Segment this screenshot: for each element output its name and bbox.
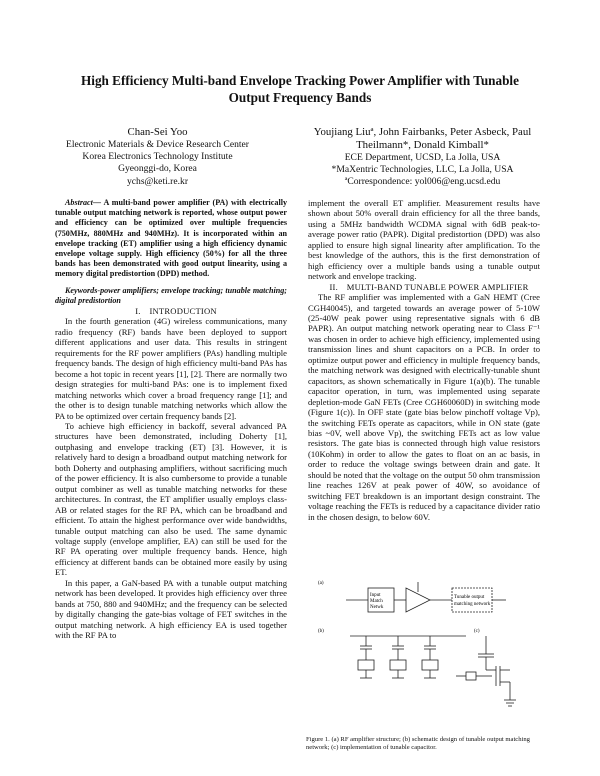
right-column [308, 198, 540, 522]
author-name-left: Chan-Sei Yoo [127, 126, 188, 138]
author-affil-line: Electronic Materials & Device Research Center [66, 139, 249, 150]
left-column [55, 198, 287, 641]
tunable-label-2: matching network [454, 602, 491, 607]
paper-title: High Efficiency Multi-band Envelope Tracking Power Amplifier with Tunable Output Frequency Bands [81, 73, 519, 105]
figure-caption: Figure 1. (a) RF amplifier structure; (b) schematic design of tunable output matching network; (c) implementation of tunable capacitor. [306, 736, 530, 752]
abstract-label: Abstract [65, 198, 93, 207]
author-affil-line: Korea Electronics Technology Institute [82, 151, 233, 163]
author-affil-line: *MaXentric Technologies, LLC, La Jolla, USA [331, 164, 514, 176]
input-match-label-3: Netwk [370, 605, 384, 610]
keywords: Keywords-power amplifiers; envelope tracking; tunable matching; digital predistortion [55, 285, 287, 305]
author-affil-line: Gyeonggi-do, Korea [118, 163, 197, 175]
figure-label-c: (c) [474, 629, 480, 634]
author-names-right: Youjiang Liuª, John Fairbanks, Peter Asbeck, Paul [313, 126, 532, 138]
author-block-left [55, 126, 260, 188]
abstract [55, 198, 287, 280]
input-match-label-2: Match [370, 599, 383, 604]
figure-label-b: (b) [318, 629, 324, 634]
intro-paragraph: In this paper, a GaN-based PA with a tunable output matching network has been developed. It provides high efficiency over three bands at 750, 880 and 940MHz; and the frequency can be selected by digitally changing the gate-bias voltage of FET switches in the output matching network. A high efficiency EA is used together with the RF PA to [55, 577, 287, 641]
author-block-right [300, 126, 545, 189]
figure-1 [306, 574, 542, 724]
input-match-label-1: Input [370, 593, 381, 598]
author-email: ychs@keti.re.kr [126, 175, 189, 187]
section-heading-introduction: I. INTRODUCTION [135, 306, 217, 317]
figure-label-a: (a) [318, 581, 324, 586]
author-names-right-2: Theilmann*, Donald Kimball* [356, 139, 489, 151]
tunable-output-box [452, 588, 492, 612]
intro-paragraph: In the fourth generation (4G) wireless communications, many radio frequency (RF) bands have been deployed to support different applications and user data. This results in stringent requirements for the RF power amplifiers (PAs) handling multiple frequency bands. The design of high efficiency multi-band PAs has become a hot topic in recent years [1], [2]. There are normally two design strategies for multi-band PAs: one is to implement fixed matching networks which cover a broad frequency range [1]; and the other is to design tunable matching networks which allow the PA to be optimized over certain frequency bands [2]. [55, 316, 287, 421]
intro-continuation: implement the overall ET amplifier. Measurement results have shown about 50% overall drain efficiency for all the three bands, using a 5MHz bandwidth WCDMA signal with 6dB peak-to-average power ratio (PAPR). Digital predistortion (DPD) was also applied to ensure high signal linearity after amplification. To the best knowledge of the authors, this is the first demonstration of high efficiency over a multiple bands using a tunable output network and envelope tracking. [308, 198, 540, 282]
section2-paragraph: The RF amplifier was implemented with a GaN HEMT (Cree CGH40045), and targeted towards an average power of 5-10W (25-40W peak power using representative signals with 6 dB PAPR). An output matching network operating near to Class F⁻¹ was chosen in order to achieve high efficiency, implemented using transmission lines and shunt capacitors on a PCB. In order to optimize output power and efficiency in multiple frequency bands, the matching network was designed with electrically-tunable shunt capacitors, as shown schematically in Figure 1(a)(b). The tunable capacitor operation, in turn, was implemented using separate depletion-mode GaN FETs (Cree CGH60060D) in switching mode (Figure 1(c)). In OFF state (gate bias below pinchoff voltage Vp), the switching FETs operate as capacitors, while in ON state (gate bias ~0V, well above Vp), the switching FETs act as low value resistors. The gate bias is connected through high value resistors (10Kohm) in order to allow the gates to float on an ac basis, in order to reduce the voltage swings between drain and gate. It should be noted that the voltage on the output 50 ohm transmission line reaches 126V at peak power of 40W, so avoidance of switching FET breakdown is an important design constraint. The voltage reaching the FETs is reduced by a capacitance divider ratio in the chosen design, to below 60V. [308, 292, 540, 522]
intro-paragraph: To achieve high efficiency in backoff, several advanced PA structures have been demonstrated, including Doherty [1], outphasing and envelope tracking (ET) [3]. However, it is relatively hard to design a broadband output matching network for both Doherty and outphasing amplifiers, without sacrificing much of the power efficiency. It is also cumbersome to provide a tunable output combiner as well as tunable matching networks for these architectures. In contrast, the ET amplifier usually employs class-AB or related stages for the RF PA, which can be broadband and efficient. To attain the highest performance over wide bandwidths, tunable output matching can also be used. The same dynamic voltage supply (envelope amplifier, EA) can still be used for the RF PA operating over multiple frequency bands. Hence, high efficiency at different bands can be obtained more easily by using ET. [55, 421, 287, 578]
section-heading-multiband: II. MULTI-BAND TUNABLE POWER AMPLIFIER [329, 281, 529, 292]
tunable-label-1: Tunable output [454, 595, 485, 600]
author-email: ªCorrespondence: yol006@eng.ucsd.edu [344, 176, 501, 188]
author-affil-line: ECE Department, UCSD, La Jolla, USA [344, 152, 501, 163]
abstract-text: — A multi-band power amplifier (PA) with electrically tunable output matching network is reported, whose output power and efficiency can be optimized over multiple frequencies (750MHz, 880MHz and 940MHz). It is incorporated within an envelope tracking (ET) amplifier using a high efficiency dynamic envelope voltage supply. High efficiency (50%) for all the three bands has been demonstrated with good output linearity, using a memory digital predistortion (DPD) method. [55, 198, 287, 279]
